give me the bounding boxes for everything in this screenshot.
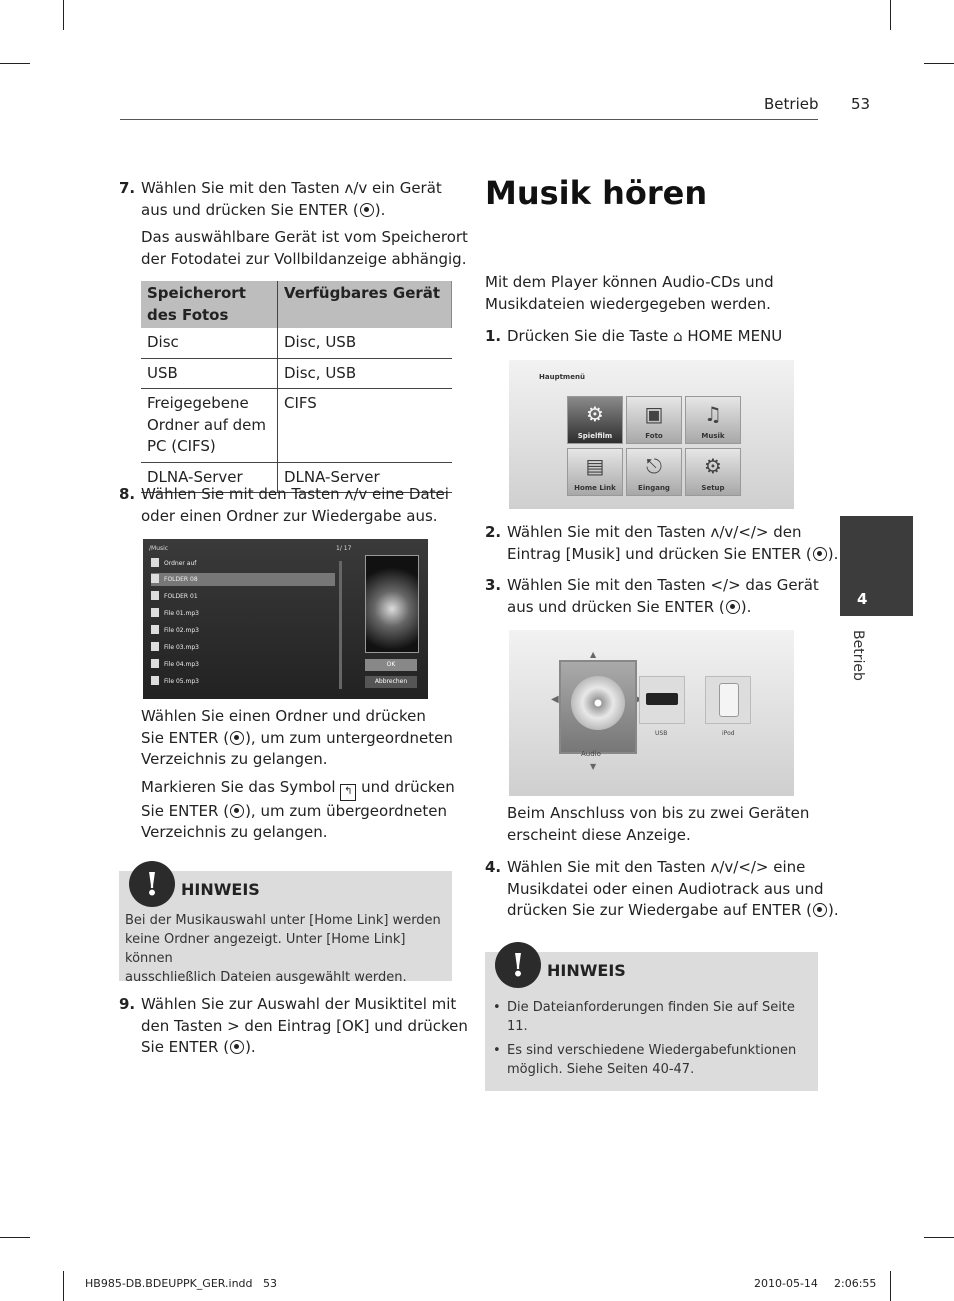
device-table	[141, 281, 452, 493]
exclamation-icon: !	[129, 861, 175, 907]
crop-mark	[924, 63, 954, 64]
table-row: Freigegebene Ordner auf dem PC (CIFS) CIFS	[141, 389, 452, 463]
table-header: Speicherort des Fotos	[141, 281, 278, 328]
ok-button[interactable]: OK	[365, 659, 417, 671]
thumbnail-image	[365, 555, 419, 653]
file-list-screenshot: /Music 1/ 17 Ordner auf FOLDER 08 FOLDER 01 File 01.mp3 File 02.mp3 File 03.mp3 File 04.mp3 File 05.mp3 OK Abbrechen	[143, 539, 428, 699]
menu-tile-setup[interactable]: ⚙ Setup	[685, 448, 741, 496]
menu-tile-spielfilm[interactable]: ⚙ Spielfilm	[567, 396, 623, 444]
folder-up-icon: ↰	[340, 784, 356, 801]
footer-date: 2010-05-14	[754, 1277, 818, 1290]
step1-text: Drücken Sie die Taste ⌂ HOME MENU	[507, 326, 782, 348]
music-note-icon: ♫	[704, 402, 722, 426]
note-box	[119, 865, 452, 985]
list-item: File 04.mp3	[151, 658, 335, 671]
usb-icon	[646, 693, 678, 705]
enter-icon	[230, 731, 244, 745]
up-arrow-icon: ▲	[590, 650, 597, 659]
step-number: 7.	[119, 179, 136, 197]
disc-icon	[571, 676, 625, 730]
note-title: HINWEIS	[547, 961, 626, 980]
crop-mark	[63, 0, 64, 30]
exclamation-icon: !	[495, 942, 541, 988]
running-header: Betrieb	[764, 95, 819, 113]
crop-mark	[63, 1271, 64, 1301]
photo-icon: ▣	[644, 402, 664, 426]
table-row: DLNA-Server DLNA-Server	[141, 462, 452, 493]
ipod-icon	[719, 683, 739, 717]
menu-tile-musik[interactable]: ♫ Musik	[685, 396, 741, 444]
music-file-icon	[151, 676, 159, 685]
device-tile-usb[interactable]	[639, 676, 685, 724]
bullet-item: • Es sind verschiedene Wiedergabefunktionen möglich. Siehe Seiten 40-47.	[493, 1043, 797, 1077]
cancel-button[interactable]: Abbrechen	[365, 676, 417, 688]
note-body	[491, 998, 818, 1079]
enter-icon	[813, 903, 827, 917]
music-file-icon	[151, 659, 159, 668]
input-icon: ⎋	[646, 454, 662, 478]
step-number: 4.	[485, 858, 502, 876]
step7-text: Wählen Sie mit den Tasten ʌ/v ein Gerät aus und drücken Sie ENTER ( ). Das auswählbare Gerät ist vom Speicherort der Fotodatei zur Vollbildanzeige abhängig.	[141, 179, 468, 268]
step2-text: Wählen Sie mit den Tasten ʌ/v/</> den Eintrag [Musik] und drücken Sie ENTER ( ).	[507, 523, 839, 563]
step3-note: Beim Anschluss von bis zu zwei Geräten erscheint diese Anzeige.	[507, 804, 810, 844]
step9-text: Wählen Sie zur Auswahl der Musiktitel mit den Tasten > den Eintrag [OK] und drücken Sie ENTER ( ).	[141, 995, 468, 1056]
chapter-number: 4	[857, 590, 868, 608]
list-item: Ordner auf	[151, 557, 335, 570]
list-item: FOLDER 01	[151, 590, 335, 603]
step-number: 9.	[119, 995, 136, 1013]
note-box	[485, 946, 818, 1091]
note-title: HINWEIS	[181, 880, 260, 899]
crop-mark	[0, 1237, 30, 1238]
enter-icon	[230, 1040, 244, 1054]
crop-mark	[924, 1237, 954, 1238]
crop-mark	[890, 0, 891, 30]
footer-filename: HB985-DB.BDEUPPK_GER.indd 53	[85, 1277, 277, 1290]
list-item: File 03.mp3	[151, 641, 335, 654]
left-arrow-icon: ◀	[551, 694, 559, 705]
table-row: Disc Disc, USB	[141, 328, 452, 358]
list-item: File 02.mp3	[151, 624, 335, 637]
music-file-icon	[151, 608, 159, 617]
step8-notes: Wählen Sie einen Ordner und drücken Sie ENTER ( ), um zum untergeordneten Verzeichnis zu gelangen. Markieren Sie das Symbol ↰ und drücken Sie ENTER ( ), um zum übergeordneten Verzeichnis zu gelangen.	[141, 707, 455, 841]
device-tile-ipod[interactable]	[705, 676, 751, 724]
table-header: Verfügbares Gerät	[278, 281, 452, 328]
enter-icon	[360, 203, 374, 217]
chapter-tab	[840, 516, 913, 616]
main-menu-screenshot: Hauptmenü ⚙ Spielfilm ▣ Foto ♫ Musik ▤ Home Link ⎋ Eingang ⚙ Setup	[509, 360, 794, 509]
list-item: File 05.mp3	[151, 675, 335, 688]
gear-icon: ⚙	[704, 454, 722, 478]
step8-text: Wählen Sie mit den Tasten ʌ/v eine Datei oder einen Ordner zur Wiedergabe aus.	[141, 485, 449, 525]
step-number: 1.	[485, 327, 502, 345]
device-tile-audio[interactable]	[559, 660, 637, 754]
section-intro: Mit dem Player können Audio-CDs und Musikdateien wiedergegeben werden.	[485, 273, 774, 313]
folder-icon	[151, 591, 159, 600]
monitor-icon: ▤	[585, 454, 605, 478]
crop-mark	[0, 63, 30, 64]
enter-icon	[230, 804, 244, 818]
music-file-icon	[151, 642, 159, 651]
bullet-item: • Die Dateianforderungen finden Sie auf Seite 11.	[493, 1000, 795, 1034]
list-item: File 01.mp3	[151, 607, 335, 620]
crop-mark	[890, 1271, 891, 1301]
home-icon: ⌂	[673, 327, 683, 345]
step4-text: Wählen Sie mit den Tasten ʌ/v/</> eine Musikdatei oder einen Audiotrack aus und drücken Sie zur Wiedergabe auf ENTER ( ).	[507, 858, 839, 919]
folder-up-icon	[151, 558, 159, 567]
film-reel-icon: ⚙	[586, 402, 604, 426]
device-select-screenshot: ▲ ◀ Audio ▼ USB iPod	[509, 630, 794, 796]
menu-tile-home-link[interactable]: ▤ Home Link	[567, 448, 623, 496]
footer-time: 2:06:55	[834, 1277, 877, 1290]
note-body: Bei der Musikauswahl unter [Home Link] werden keine Ordner angezeigt. Unter [Home Link] können ausschließlich Dateien ausgewählt werden.	[125, 913, 441, 985]
page-number: 53	[851, 95, 871, 113]
scrollbar	[339, 561, 342, 689]
list-item: FOLDER 08	[151, 573, 335, 586]
header-rule	[120, 119, 818, 120]
table-row: USB Disc, USB	[141, 358, 452, 389]
menu-tile-eingang[interactable]: ⎋ Eingang	[626, 448, 682, 496]
step-number: 8.	[119, 485, 136, 503]
menu-tile-foto[interactable]: ▣ Foto	[626, 396, 682, 444]
folder-icon	[151, 574, 159, 583]
down-arrow-icon: ▼	[590, 762, 597, 771]
chapter-label: Betrieb	[850, 630, 866, 681]
step3-text: Wählen Sie mit den Tasten </> das Gerät aus und drücken Sie ENTER ( ).	[507, 576, 819, 616]
enter-icon	[726, 600, 740, 614]
music-file-icon	[151, 625, 159, 634]
step-number: 2.	[485, 523, 502, 541]
enter-icon	[813, 547, 827, 561]
step-number: 3.	[485, 576, 502, 594]
section-title: Musik hören	[485, 174, 708, 212]
